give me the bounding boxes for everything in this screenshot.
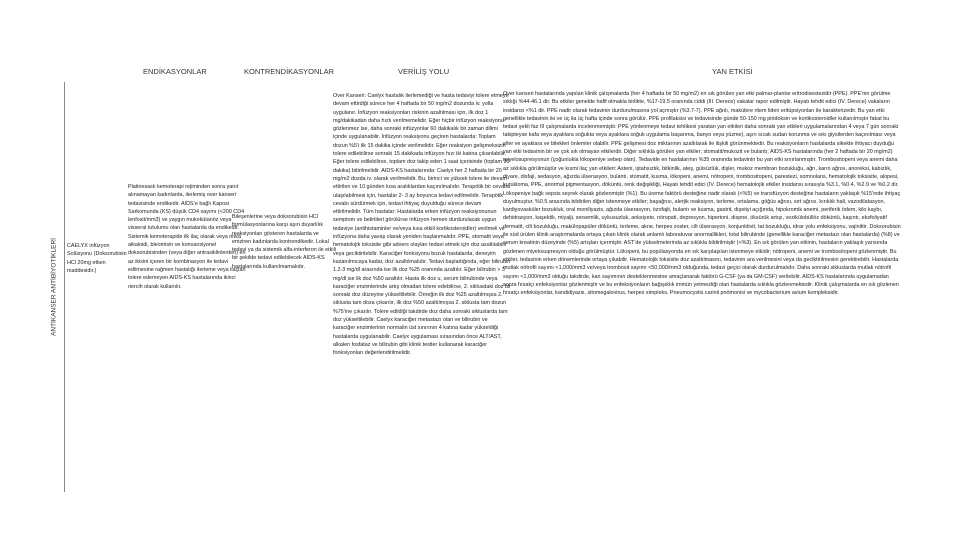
- header-verilis-yolu: VERİLİŞ YOLU: [398, 67, 450, 76]
- side-category-text: ANTİKANSER ANTİBİYOTİKLERİ: [50, 238, 58, 336]
- header-kontrendikasyonlar: KONTRENDİKASYONLAR: [244, 67, 335, 76]
- side-effects-cell: Over kanseri hastalarında yapılan klinik çalışmalarda (her 4 haftada bir 50 mg/m2) en sık görülen yan etki palmar-plantar eritrodisestezidir (PPE). PPE’nin görülme sıklığı %44-46.1 dir. Bu etkiler genelde hafif olmakla birlikte, %17-19.5 oranında ciddi (III. Derece) vakalar rapor edilmiştir. Hayatı tehdit edici (IV. Derece) vakaların insidansı <%1 dir. PPE nadir olarak tedavinin durdurulmasına yol açmıştır (%3.7-7). PPE ağrılı, makülere ritem lideri eritüpsiyonları ile karakterizedir. Bu yan etki genellikle tedavinin iki ve üç ila üç hafta içinde sonra görülür. PPE profilaksisi ve tedavisinde günde 50-150 mg piridoksin ve kortikosteroidler kullanılmıştır fakat bu tedavi şekli faz III çalışmalarda incelenmemiştir. PPE yönlenmeye tedavi tehlikesi yaratan yan etkileri daha sonraki yan etkileri uygulamalarından 4 veya 7 gün sonraki takipteyse kafa veya ayaklara soğukta veya ayaklara soğuk uygulama başarıma, banyo veya yüzme), aşırı sıcak sudan korunma ve sıkı giysilerden kaçınılması veya eller ve ayaklara ve bilekleri önlemler olabilir. PPE gelişmesi doz miktarının azaltılarak ile ilişkili görünmektedir. Bu reaksiyonların hastalarda sikekte ihtiyacı duyduğu yan etki tedavinin bir ve çok sık olmayan etkilerdir. Diğer sıklıkla görülen yan etkiler; stomatit/mukozit ve bulantı; AIDS-KS hastalarında (her 2 haftada bir 20 mg/m2) miyelosupresyonun (çoğunlukla lökopeniye sebep olan). Tedavide en hastalarının %35 oranında tedavinin bu yan etki sınırlanmıştır. Trombositopeni veya anemi daha az sıklıkla görülmüştür ve kısmi ilaç yan etkileri: Asteni, iştahsızlık, bitkinlik, ateş, gülsüzlük, dişler, mukoz membran bozukluğu, ağrı, karın ağrısı, anoreksi, kabızlık, diyare, disfaji, sedasyon, ağızda ülserasyon, bulantı, stomatit, kusma, lökopeni, anemi, nötropeni, trombositopeni, parestezi, somnolans, hematolojik toksisite, alopesi, kurukloma, PPE, anormal pigmentasyon, döküntü, renk değişikliği, Hayatı tehdit edici (IV. Derece) hematolojik etkiler insidansı sırasıyla %3.1, %0.4, %2.9 ve %0.2 dir. Lökopeniye bağlı sepsis seyrek olarak gözlenmiştir (%1). Bu üreme faktörü desteğine nadir olarak (<%5) ve transfüzyon desteğine hastaların yaklaşık %15’inde ihtiyaç duyulmuştur. %0.5 arasında bildirilen diğer istenmeye etkiler; başağrısı, alerjik reaksiyon, terleme, ortalama, göğüs ağrısı, sırt ağrısı, kırıklık hali, vazodilatasyon, kardiyovasküler bozukluk, oral moniliyazis, ağızda ülserasyon, özofajit, bulantı ve kusma, gastrit, dişetiyi açığında, hipokromik anemi, periferik ödem, kilo kaybı, dehidrasyon, kaşektik, miyalji, sersemlik, uykusuzluk, anksiyete, nöropati, depresyon, hipertoni, dispne, öksürük artışı, vezikülobüllöz döküntü, kaşıntı, eksfoliyatif dermatit, cilt bozukluğu, makülopapüler döküntü, terleme, akne, herpes zoster, cilt ülserasyon, konjunktivit, tat bozukluğu, idrar yolu enfeksiyonu, vajinittir. Doksorubisin ile süd ürülen klinik araştırmalarda ortaya çıkan klinik olarak anlamlı laboratuvar anormallikleri, total bilirubinde (genellikle karaciğer metastazı olan hastalarda) (%8) ve serum kreatinin düzeyinde (%5) artışları içermiştir. AST’de yükselmelerinda az sıklıkla bildirilmiştir (<%3). En sık görülen yan etkinin, hastaların yaklaşık yarısında gözlenen miyelosupresyon olduğu görülmüştür. Lökopeni, bu popülasyonda en sık karşılaşılan istenmeye etkidir; nötropeni, anemi ve trombositopeni gözlenmiştir. Bu etkiler, tedavinin erken dönemlerinde ortaya çıkabilir. Hematolojik toksisite doz azaltılmasını, tedavinin ara verilmesini veya da geciktirilmesini gerektirebilir. Hastalarda mutlak nötrofil sayımı <1,000/mm3 ve/veya trombosit sayımı <50,000/mm3 olduğunda, tedavi geçici olarak durdurulmalıdır. Daha sonraki sikluslarda mutlak nötrofil sayımı <1,000/mm3 olduğu takdirde, kan sayımının desteklenmesine amaçlanarak faktörü G-CSF (ya da GM-CSF) verilebilir. AIDS-KS hastalarında uygulamadan sonra fırsatçı enfeksiyonlar gözlenmiştir ve bu enfeksiyonların bağışıklık immün yetmezliği olan hastalarda sıklıkla gözlenmektedir. Klinik çalışmalarda en sık gözlenen fırsatçı enfeksiyonlar, kandidiyazis, sitomegalovirus, herpes simpleks, Pneumocystis carinii pnömonisi ve mycobacterium avium kompleksidir.: [503, 91, 901, 297]
- administration-cell: Over Kanseri: Caelyx hastalık ilerlemediği ve hasta tedaviyi tolere etmeye devam ettirdiği sürece her 4 haftada bir 50 mg/m2 dozunda iv. yolla uygulanır. İnfüzyon reaksiyonları riskinin azaltılması için, ilk doz 1 mg/dakikadan daha hızlı verilmemelidir. Eğer hiçbir infüzyon reaksiyonu gözlenmez ise, daha sonraki infüzyonlar 60 dakikalık bir zaman dilimi içinde uygulanabilir. İnfüzyon reaksiyonu geçiren hastalarda: Toplam dozun %5’i ilk 15 dakika içinde verilmelidir. Eğer reaksiyon gelişmeksizin tolere edilebilirse sonraki 15 dakikada infüzyon hızı iki katına çıkarılabilir. Eğer tolere edilebilirse, toplam doz takip eden 1 saat içerisinde (toplam 90 dakika) bitirilmelidir. AIDS-KS hastalarında: Caelyx her 2 haftada bir 20 mg/m2 dozda iv. olarak verilmelidir. Bu, birinci ve yüksek tolere ile devam ettirilen ve 10 günden kısa aralıklardan kaçınılmalıdır. Terapötik bir cevaba ulaşılabilmesi için, hastalar 2- 3 ay boyunca tedavi edilmelidir. Terapötik cevabı sürdürmek için, tedavi ihtiyaç duyulduğu sürece devam ettirilmelidir. Tüm hastalar: Hastalarda erken infüzyon reaksiyonunun semptom ve belirtileri görülürse infüzyon hemen durdurulacak uygun tedaviye (antihistaminler ve/veya kısa etkili kortikosteroidler) verilmeli ve infüzyona daha yavaş olarak yeniden başlanmalıdır. PPE, stomatit veya hematolojik toksisite gibi advers olayları tedavi etmek için doz azaltılabilir veya geciktirilebilir. Karaciğer fonksiyonu bozuk hastalarda, deneyim kazanılmıcaya kadar, doz azaltılmalıdır. Tedavi başladığında, eğer bilirubin 1.2-3 mg/dl arasında ise ilk doz %25 oranında azaltılır. Eğer bilirubin > 3 mg/dl ise ilk doz %50 azaltılır. Hasta ilk doz u, serum bilirubinde veya karaciğer enzimlerinde artış olmadan tolere edebilirse, 2. siklusdaki doz bir sonraki doz düzeyine yükseltilebilir. Örneğin ilk doz %25 azaltılmışsa 2. siklusta tam doza çıkarılır, ilk doz %50 azaltılmışsa 2. siklusta tam dozun %75’ine çıkarılır. Tolere edildiği takdirde doz daha sonraki sikluslarda tam doz yükseltilebilir. Caelyx karaciğer metastazı olan ve bilirubin ve karaciğer enzimlerinin normalin üst sınırının 4 katına kadar yükseldiği hastalarda uygulanabilir. Caelyx uygulaması sırasından önce ALT/AST, alkalen fosfataz ve bilirubin gibi klinik testler kullanarak karaciğer fonksiyonları değerlendirilmelidir.: [333, 93, 511, 357]
- header-endikasyonlar: ENDİKASYONLAR: [143, 67, 207, 76]
- drug-name-cell: CAELYX infüzyon Solüsyonu (Doksorubisin HCl 20mg etken maddesidir.): [67, 243, 127, 274]
- indications-cell: Platinesaslı kemoterapi rejiminden sonra yanıt alınamayan kadınlarda, ilerlemiş over kanseri tedavisinde endikedir. AIDS’e bağlı Kaposi Sarkomunda (KS) düşük CD4 sayımı (<200 CD4 lenfosit/mm3) ve yaygın mukokütanöz veya visseral tutulumu olan hastalarda da endikedir. Sistemik kemoterapide ilk ilaç olarak veya rinka alkaloidi, bleomisin ve konvansiyonel doksorubisinden (veya diğer antrasiklinlerden) en az ikisini içeren bir kombinasyon ile tedavi edilmesine rağmen hastalığı ilerleme veya ilaçlan tolere edemeyen AIDS-KS hastalarında ikinci ıtercih olarak kullanılır.: [128, 184, 246, 290]
- contraindications-cell: Bileşenlerine veya doksorubisin HCl formülasyonlarına karşı aşırı duyarlılık reaksiyonları gösteren hastalarda ve emziren kadınlarda kontrendikedir. Lokal tedavi ya da sistemik alfa-interferon ile etkili bir şekilde tedavi edilebilecek AIDS-KS hastalarında kullanılmamalıdır.: [232, 214, 336, 270]
- side-category-label: [44, 82, 65, 492]
- header-yan-etkisi: YAN ETKİSİ: [712, 67, 753, 76]
